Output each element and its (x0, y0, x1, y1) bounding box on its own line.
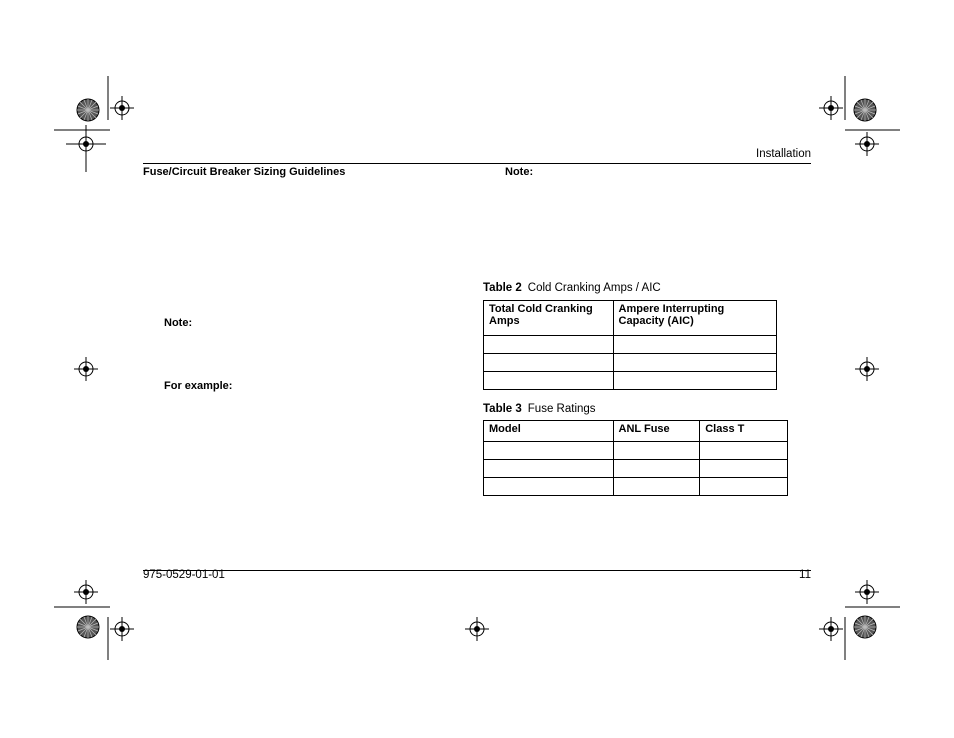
table3-title: Fuse Ratings (527, 403, 596, 415)
table-row (484, 478, 788, 496)
table2-header-cca: Total Cold Cranking Amps (484, 301, 614, 336)
example-label: For example: (164, 380, 233, 392)
table-row (484, 354, 777, 372)
table3-label: Table 3 (483, 403, 522, 415)
section-heading: Fuse/Circuit Breaker Sizing Guidelines (143, 166, 346, 178)
table-row (484, 442, 788, 460)
table-row (484, 372, 777, 390)
table2-caption (483, 282, 661, 294)
document-number: 975-0529-01-01 (143, 569, 225, 581)
table-row (484, 336, 777, 354)
note-label-left: Note: (164, 317, 193, 329)
note-label-right: Note: (505, 166, 534, 178)
running-header: Installation (756, 148, 811, 160)
footer-rule (143, 570, 811, 571)
table3-caption (483, 403, 596, 415)
table-cold-cranking-amps (483, 300, 777, 390)
table2-label: Table 2 (483, 282, 522, 294)
table2-title: Cold Cranking Amps / AIC (527, 282, 661, 294)
table2-header-aic: Ampere Interrupting Capacity (AIC) (613, 301, 776, 336)
page-number: 11 (799, 569, 811, 581)
table-row (484, 460, 788, 478)
header-rule (143, 163, 811, 164)
table3-header-model: Model (484, 421, 614, 442)
table3-header-classt: Class T (700, 421, 788, 442)
table3-header-anl: ANL Fuse (613, 421, 700, 442)
table-fuse-ratings (483, 420, 788, 496)
